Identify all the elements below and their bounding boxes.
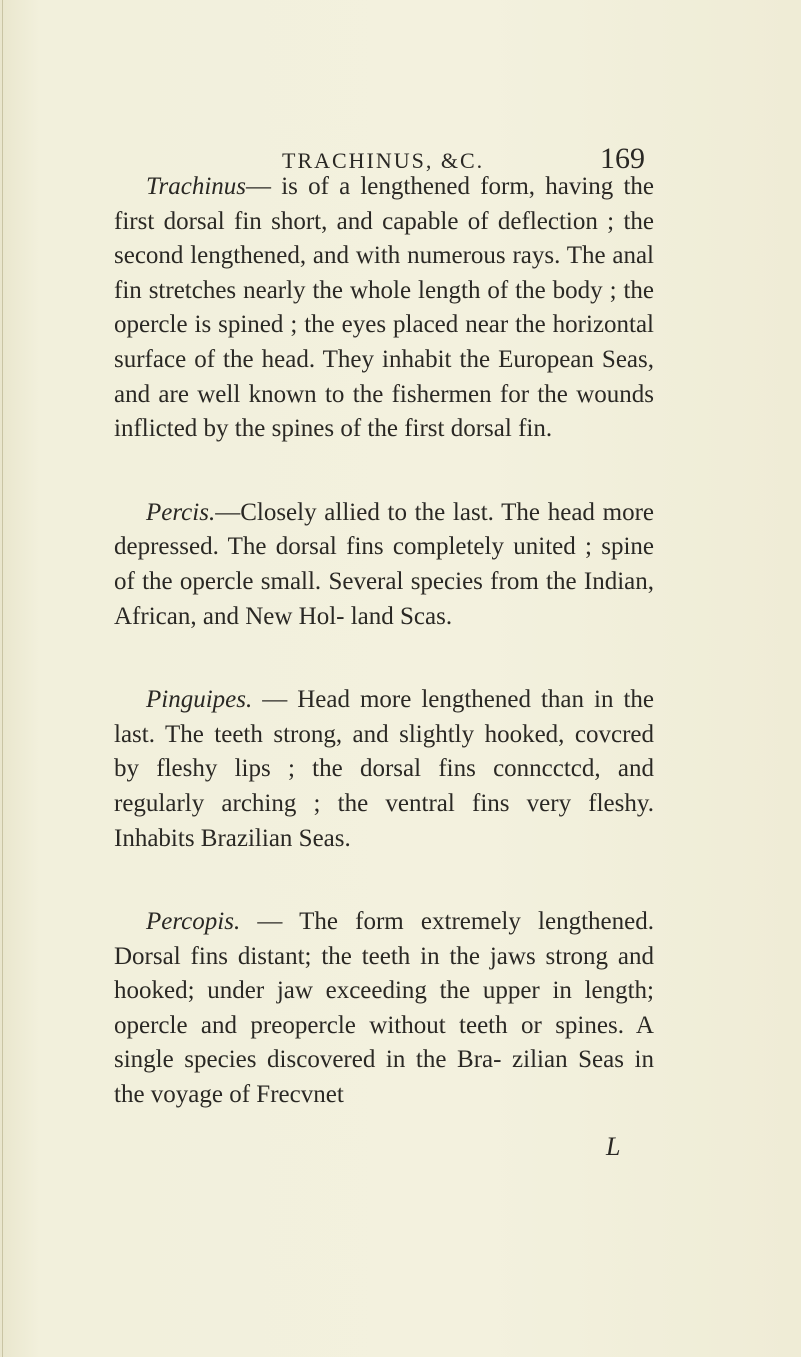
genus-term: Trachinus — [146, 173, 247, 200]
paragraph-text: —Closely allied to the last. The head more depressed. The dorsal fins completely united ; spine of the opercle small. Several species from the Indian, African, and New Hol- land Scas. — [114, 498, 654, 630]
paragraph-percopis — [114, 905, 654, 1113]
paragraph-text: — is of a lengthened form, having the first dorsal fin short, and capable of deflection ; the second lengthened, and with numerous rays. The anal fin stretches nearly the whole length of the body ; the opercle is spined ; the eyes placed near the horizontal surface of the head. They inhabit the European Seas, and are well known to the fishermen for the wounds inflicted by the spines of the first dorsal fin. — [114, 173, 654, 443]
running-head-title: TRACHINUS, &C. — [282, 148, 485, 173]
paragraph-text: — Head more lengthened than in the last. The teeth strong, and slightly hooked, covcred by fleshy lips ; the dorsal fins conncctcd, and regularly arching ; the ventral fins very fleshy. Inhabits Brazilian Seas. — [114, 686, 654, 852]
paragraph-percis — [114, 496, 654, 634]
body-text — [114, 170, 654, 1162]
genus-term: Pinguipes. — [146, 686, 253, 714]
genus-term: Percopis. — [146, 908, 241, 936]
page-number: 169 — [600, 142, 645, 175]
genus-term: Percis. — [146, 498, 216, 526]
paragraph-text: — The form extremely lengthened. Dorsal fins distant; the teeth in the jaws strong and hooked; under jaw exceeding the upper in length; opercle and preopercle without teeth or spines. A single species discovered in the Bra- zilian Seas in the voyage of Frecvnet — [114, 908, 654, 1109]
paragraph-trachinus — [114, 170, 654, 447]
catchword: L — [606, 1132, 621, 1161]
gutter-line — [2, 0, 3, 1357]
paragraph-pinguipes — [114, 683, 654, 856]
